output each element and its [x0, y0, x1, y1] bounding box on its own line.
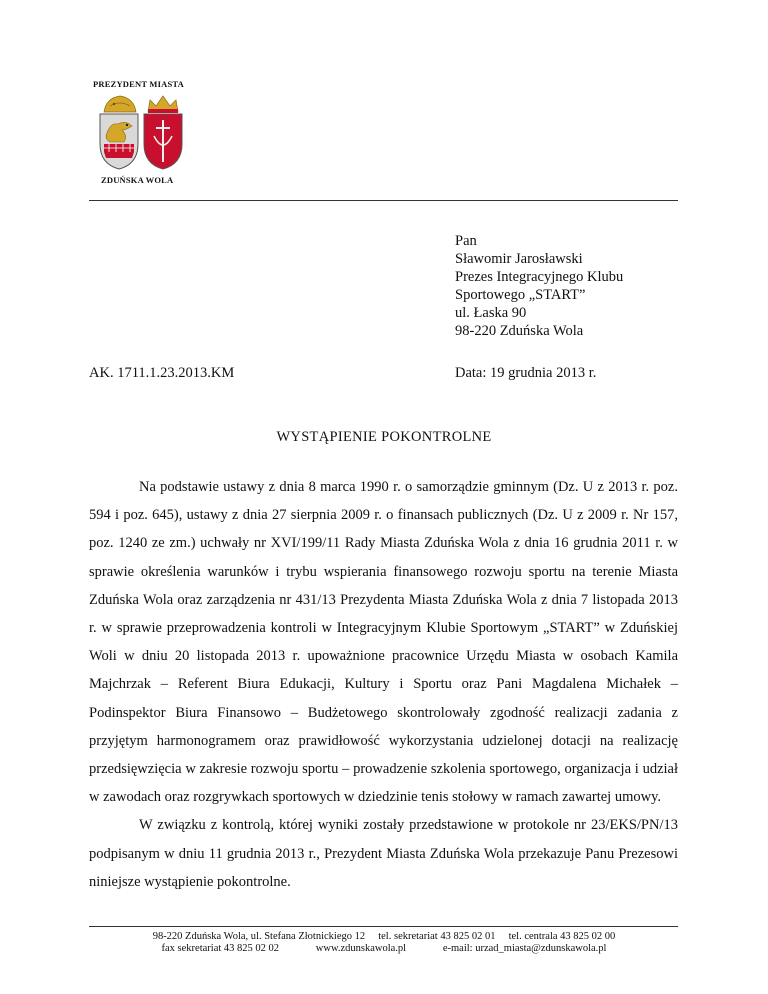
footer-address: 98-220 Zduńska Wola, ul. Stefana Złotnickiego 12: [152, 931, 366, 942]
recipient-line: Pan: [455, 233, 477, 249]
recipient-line: Sportowego „START”: [455, 287, 586, 303]
document-title: WYSTĄPIENIE POKONTROLNE: [276, 429, 492, 445]
body-paragraph: W związku z kontrolą, której wyniki zostały przedstawione w protokole nr 23/EKS/PN/13 podpisanym w dniu 11 grudnia 2013 r., Prezydent Miasta Zduńska Wola przekazuje Panu Prezesowi niniejsze wystąpienie pokontrolne.: [89, 817, 678, 890]
recipient-line: Prezes Integracyjnego Klubu: [455, 269, 624, 285]
crown-icon: [148, 96, 178, 113]
coat-of-arms-logo: [96, 92, 188, 170]
footer-tel-central: tel. centrala 43 825 02 00: [508, 931, 616, 942]
left-shield-icon: [100, 114, 138, 169]
lion-crest-icon: [104, 96, 136, 112]
reference-number: AK. 1711.1.23.2013.KM: [89, 365, 235, 381]
body-paragraph: Na podstawie ustawy z dnia 8 marca 1990 r. o samorządzie gminnym (Dz. U z 2013 r. poz. 594 i poz. 645), ustawy z dnia 27 sierpnia 2009 r. o finansach publicznych (Dz. U z 2009 r. Nr 157, poz. 1240 ze zm.) uchwały nr XVI/199/11 Rady Miasta Zduńska Wola z dnia 16 grudnia 2011 r. w sprawie określenia warunków i trybu wspierania finansowego rozwoju sportu na terenie Miasta Zduńska Wola oraz zarządzenia nr 431/13 Prezydenta Miasta Zduńska Wola z dnia 7 listopada 2013 r. w sprawie przeprowadzenia kontroli w Integracyjnym Klubie Sportowym „START” w Zduńskiej Woli w dniu 20 listopada 2013 r. upoważnione pracownice Urzędu Miasta w osobach Kamila Majchrzak – Referent Biura Edukacji, Kultury i Sportu oraz Pani Magdalena Michałek – Podinspektor Biura Finansowo – Budżetowego skontrolowały zgodność realizacji zadania z przyjętym harmonogramem oraz prawidłowość wykorzystania udzielonej dotacji na realizację przedsięwzięcia w zakresie rozwoju sportu – prowadzenie szkolenia sportowego, organizacja i udział w zawodach oraz rozgrywkach sportowych w dziedzinie tenis stołowy w ramach zawartej umowy.: [89, 479, 678, 806]
recipient-line: Sławomir Jarosławski: [455, 251, 583, 267]
right-shield-icon: [144, 114, 182, 169]
recipient-address: [455, 232, 623, 340]
footer-website: www.zdunskawola.pl: [315, 943, 407, 954]
footer-email: e-mail: urzad_miasta@zdunskawola.pl: [442, 943, 607, 954]
footer-fax: fax sekretariat 43 825 02 02: [161, 943, 280, 954]
office-title-top: PREZYDENT MIASTA: [93, 79, 184, 89]
document-date: Data: 19 grudnia 2013 r.: [455, 365, 597, 381]
office-title-bottom: ZDUŃSKA WOLA: [101, 175, 174, 185]
footer-divider: [89, 926, 678, 927]
recipient-line: ul. Łaska 90: [455, 305, 527, 321]
document-body: [89, 473, 678, 896]
footer: [0, 931, 768, 955]
header-divider: [89, 200, 678, 201]
recipient-line: 98-220 Zduńska Wola: [455, 323, 584, 339]
footer-tel-secretariat: tel. sekretariat 43 825 02 01: [378, 931, 496, 942]
